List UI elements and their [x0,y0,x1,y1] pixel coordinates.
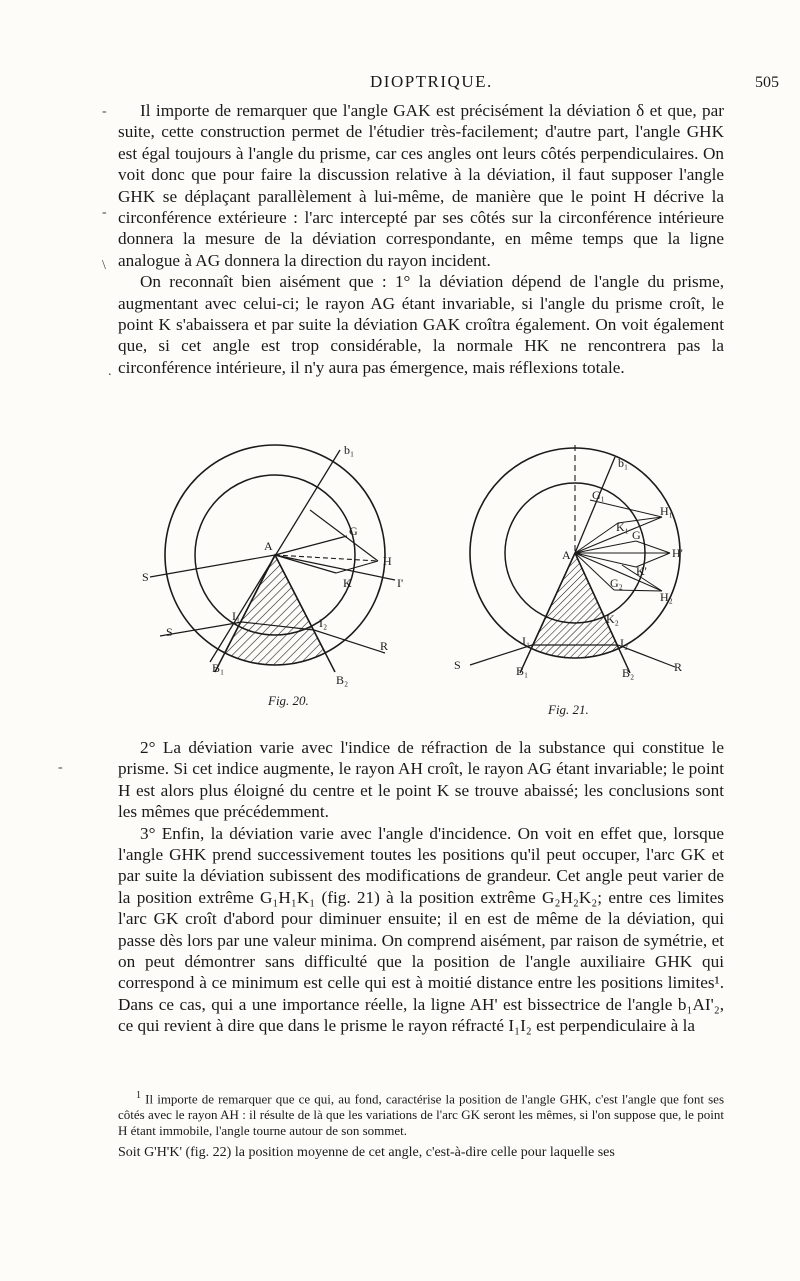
label-K1: K₁ [616,520,629,534]
label-R: R [674,660,683,674]
label-I-prime: I' [397,576,404,590]
label-G-prime: G' [632,528,643,542]
figure-20 [142,440,440,710]
label-K2: K₂ [606,612,619,626]
label-A: A [264,539,273,553]
paragraph: 2° La déviation varie avec l'indice de réfraction de la substance qui constitue le prisme. Si cet indice augmente, le rayon AH croît, le rayon AG étant invariable; le point H est alors plus éloigné du centre et le point K se trouve abaissé; les conclusions sont les mêmes que précédemment. [118,738,724,822]
margin-mark: - [102,104,107,119]
label-H1: H₁ [660,504,673,518]
page-number: 505 [755,74,779,91]
label-B1: B₁ [212,661,225,675]
label-G: G [349,524,358,538]
figure-20-diagram [142,440,440,690]
footnote-continuation: Soit G'H'K' (fig. 22) la position moyenne de cet angle, c'est-à-dire celle pour laquelle ses [118,1145,615,1161]
body-text-top [118,100,724,378]
footnote [118,1088,724,1139]
label-I1: I₁ [522,634,531,648]
margin-mark: - [102,205,107,220]
paragraph: 3° Enfin, la déviation varie avec l'angle d'incidence. On voit en effet que, lorsque l'angle GHK prend successivement toutes les positions qu'il peut occuper, l'arc GK et par suite la déviation subissent des modifications de grandeur. Cet angle peut varier de la position extrême G₁H₁K₁ (fig. 21) à la position extrême G₂H₂K₂; entre ces limites l'arc GK croît d'abord pour diminuer ensuite; il en est de même de la déviation, qui passe dès lors par une valeur minima. On comprend aisément, par raison de symétrie, et on peut démontrer sans difficulté que la position de l'angle auxiliaire GHK qui correspond à ce minimum est celle qui est à moitié distance entre les positions limites¹. Dans ce cas, qui a une importance réelle, la ligne AH' est bissectrice de l'angle b₁AI'₂, ce qui revient à dire que dans le prisme le rayon réfracté I₁I₂ est perpendiculaire à la [118,823,724,1036]
figure-caption: Fig. 20. [268,693,309,708]
label-S: S [454,658,461,672]
label-A: A [562,548,571,562]
label-b1: b₁ [344,443,355,457]
paragraph: Il importe de remarquer que l'angle GAK est précisément la déviation δ et que, par suite, cette construction permet de l'étudier très-facilement; d'autre part, l'angle GHK est égal toujours à l'angle du prisme, car ces angles ont leurs côtés perpendiculaires. On voit donc que pour faire la discussion relative à la déviation, il faut supposer l'angle GHK se déplaçant parallèlement à lui-même, de manière que le point H décrive la circonférence extérieure : l'arc intercepté par ses côtés sur la circonférence intérieure donnera la mesure de la déviation correspondante, en même temps que la ligne analogue à AG donnera la direction du rayon incident. [118,101,724,270]
label-I1: I₁ [232,609,241,623]
margin-mark: \ [102,258,106,273]
running-title: DIOPTRIQUE. [370,72,493,91]
label-I2: I₂ [620,636,629,650]
body-text-bottom [118,737,724,1037]
footnote-text: Il importe de remarquer que ce qui, au fond, caractérise la position de l'angle GHK, c'est l'angle que font ses côtés avec le rayon AH : il résulte de là que les variations de l'arc GK seront les mêmes, si l'on suppose que, le point H étant immobile, l'angle tourne autour de son sommet. [118,1091,725,1139]
margin-mark: - [58,760,63,775]
figure-caption: Fig. 21. [548,702,589,717]
footnotes [118,1088,724,1161]
label-b1: b₁ [618,456,629,470]
paragraph: On reconnaît bien aisément que : 1° la déviation dépend de l'angle du prisme, augmentant avec celui-ci; le rayon AG étant invariable, si l'angle du prisme croît, le point K s'abaissera et par suite la déviation GAK croîtra également. On voit également que, si cet angle est trop considérable, la normale HK ne rencontrera pas la circonférence intérieure, il n'y aura pas émergence, mais réflexions totale. [118,272,724,377]
label-H2: H₂ [660,590,673,604]
label-H: H [383,554,392,568]
label-B2: B₂ [622,666,635,680]
label-K: K [343,576,352,590]
figure-21-diagram [450,445,700,700]
label-K-prime: K' [636,564,647,578]
label-B2: B₂ [336,673,349,687]
footnote-mark: 1 [136,1090,141,1101]
label-S-upper: S [142,570,149,584]
label-G2: G₂ [610,576,623,590]
margin-mark: . [108,364,112,379]
page-header [0,72,800,96]
label-H-prime: H' [672,546,683,560]
label-B1: B₁ [516,664,529,678]
label-I2: I₂ [319,616,328,630]
label-G1: G₁ [592,488,605,502]
label-S-lower: S [166,625,173,639]
label-R: R [380,639,389,653]
figure-21 [450,445,700,715]
